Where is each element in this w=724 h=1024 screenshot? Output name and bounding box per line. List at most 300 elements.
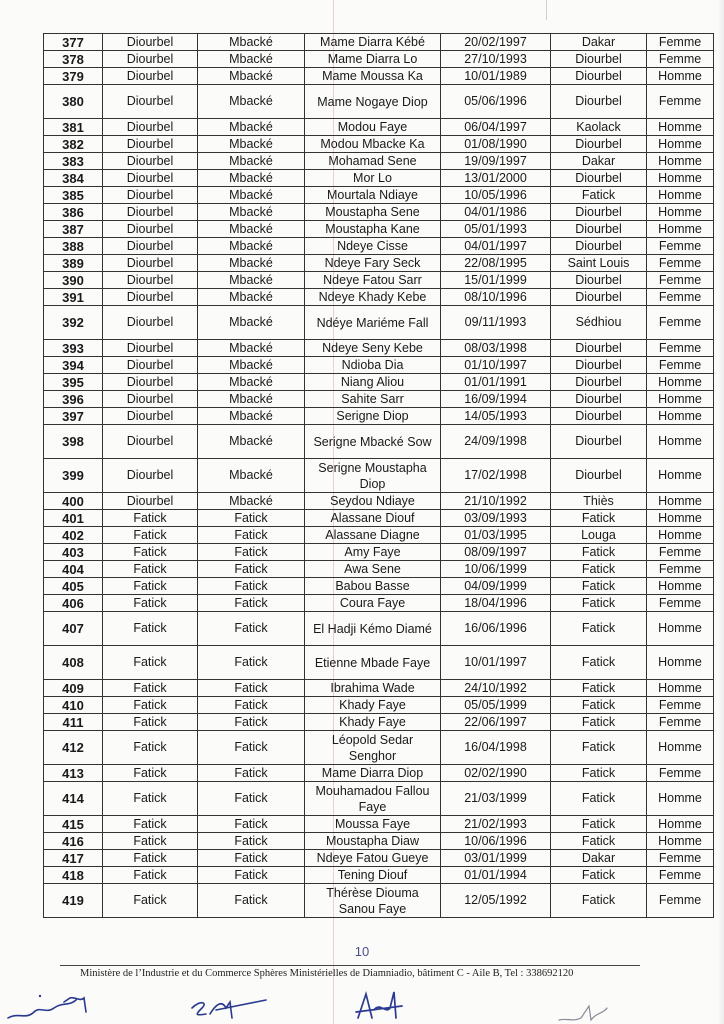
row-number-cell: 416 bbox=[44, 833, 103, 850]
department-cell: Fatick bbox=[198, 714, 305, 731]
name-cell: Mame Nogaye Diop bbox=[305, 85, 441, 119]
signature-3 bbox=[352, 988, 412, 1024]
sex-cell: Homme bbox=[647, 68, 714, 85]
department-cell: Fatick bbox=[198, 782, 305, 816]
sex-cell: Femme bbox=[647, 850, 714, 867]
birth-date-cell: 04/01/1986 bbox=[441, 204, 551, 221]
sex-cell: Homme bbox=[647, 204, 714, 221]
row-number-cell: 386 bbox=[44, 204, 103, 221]
row-number-cell: 402 bbox=[44, 527, 103, 544]
row-number-cell: 396 bbox=[44, 391, 103, 408]
records-table bbox=[43, 33, 714, 918]
table-row bbox=[44, 425, 714, 459]
name-cell: El Hadji Kémo Diamé bbox=[305, 612, 441, 646]
sex-cell: Homme bbox=[647, 782, 714, 816]
page-edge-shadow bbox=[718, 0, 724, 1024]
table-row bbox=[44, 306, 714, 340]
table-row bbox=[44, 833, 714, 850]
region-cell: Fatick bbox=[103, 680, 198, 697]
birth-place-cell: Saint Louis bbox=[551, 255, 647, 272]
row-number-cell: 378 bbox=[44, 51, 103, 68]
row-number-cell: 400 bbox=[44, 493, 103, 510]
table-row bbox=[44, 867, 714, 884]
birth-place-cell: Fatick bbox=[551, 561, 647, 578]
birth-date-cell: 13/01/2000 bbox=[441, 170, 551, 187]
name-cell: Moussa Faye bbox=[305, 816, 441, 833]
row-number-cell: 410 bbox=[44, 697, 103, 714]
name-cell: Serigne Moustapha Diop bbox=[305, 459, 441, 493]
table-row bbox=[44, 374, 714, 391]
sex-cell: Homme bbox=[647, 221, 714, 238]
birth-date-cell: 04/09/1999 bbox=[441, 578, 551, 595]
birth-place-cell: Fatick bbox=[551, 816, 647, 833]
row-number-cell: 389 bbox=[44, 255, 103, 272]
name-cell: Mame Diarra Kébé bbox=[305, 34, 441, 51]
birth-date-cell: 08/03/1998 bbox=[441, 340, 551, 357]
birth-date-cell: 19/09/1997 bbox=[441, 153, 551, 170]
row-number-cell: 398 bbox=[44, 425, 103, 459]
birth-date-cell: 16/06/1996 bbox=[441, 612, 551, 646]
name-cell: Mor Lo bbox=[305, 170, 441, 187]
department-cell: Mbacké bbox=[198, 255, 305, 272]
department-cell: Mbacké bbox=[198, 408, 305, 425]
region-cell: Fatick bbox=[103, 884, 198, 918]
birth-place-cell: Fatick bbox=[551, 833, 647, 850]
birth-date-cell: 01/03/1995 bbox=[441, 527, 551, 544]
name-cell: Modou Mbacke Ka bbox=[305, 136, 441, 153]
name-cell: Coura Faye bbox=[305, 595, 441, 612]
birth-place-cell: Diourbel bbox=[551, 170, 647, 187]
birth-place-cell: Diourbel bbox=[551, 85, 647, 119]
table-row bbox=[44, 816, 714, 833]
name-cell: Ndeye Cisse bbox=[305, 238, 441, 255]
signature-1 bbox=[4, 990, 96, 1024]
sex-cell: Homme bbox=[647, 731, 714, 765]
footer-address: Ministère de l’Industrie et du Commerce Sphères Ministérielles de Diamniadio, bâtiment C - Aile B, Tel : 338692120 bbox=[80, 968, 574, 979]
table-row bbox=[44, 153, 714, 170]
name-cell: Alassane Diouf bbox=[305, 510, 441, 527]
birth-date-cell: 09/11/1993 bbox=[441, 306, 551, 340]
department-cell: Mbacké bbox=[198, 85, 305, 119]
sex-cell: Homme bbox=[647, 170, 714, 187]
row-number-cell: 384 bbox=[44, 170, 103, 187]
region-cell: Diourbel bbox=[103, 238, 198, 255]
birth-date-cell: 01/01/1994 bbox=[441, 867, 551, 884]
row-number-cell: 407 bbox=[44, 612, 103, 646]
birth-place-cell: Louga bbox=[551, 527, 647, 544]
region-cell: Diourbel bbox=[103, 289, 198, 306]
row-number-cell: 414 bbox=[44, 782, 103, 816]
name-cell: Serigne Diop bbox=[305, 408, 441, 425]
row-number-cell: 412 bbox=[44, 731, 103, 765]
table-row bbox=[44, 850, 714, 867]
row-number-cell: 417 bbox=[44, 850, 103, 867]
sex-cell: Femme bbox=[647, 867, 714, 884]
birth-place-cell: Fatick bbox=[551, 612, 647, 646]
birth-place-cell: Fatick bbox=[551, 646, 647, 680]
records-table-body bbox=[44, 34, 714, 918]
birth-place-cell: Diourbel bbox=[551, 221, 647, 238]
region-cell: Diourbel bbox=[103, 374, 198, 391]
department-cell: Mbacké bbox=[198, 187, 305, 204]
birth-place-cell: Thiès bbox=[551, 493, 647, 510]
birth-date-cell: 12/05/1992 bbox=[441, 884, 551, 918]
table-row bbox=[44, 204, 714, 221]
name-cell: Ibrahima Wade bbox=[305, 680, 441, 697]
sex-cell: Femme bbox=[647, 255, 714, 272]
department-cell: Mbacké bbox=[198, 391, 305, 408]
sex-cell: Homme bbox=[647, 391, 714, 408]
department-cell: Mbacké bbox=[198, 34, 305, 51]
name-cell: Sahite Sarr bbox=[305, 391, 441, 408]
birth-date-cell: 16/04/1998 bbox=[441, 731, 551, 765]
department-cell: Mbacké bbox=[198, 357, 305, 374]
region-cell: Fatick bbox=[103, 782, 198, 816]
birth-date-cell: 06/04/1997 bbox=[441, 119, 551, 136]
footer-divider bbox=[60, 965, 640, 966]
birth-place-cell: Diourbel bbox=[551, 357, 647, 374]
department-cell: Fatick bbox=[198, 697, 305, 714]
table-row bbox=[44, 884, 714, 918]
birth-place-cell: Fatick bbox=[551, 782, 647, 816]
table-row bbox=[44, 697, 714, 714]
name-cell: Léopold Sedar Senghor bbox=[305, 731, 441, 765]
table-row bbox=[44, 765, 714, 782]
table-row bbox=[44, 85, 714, 119]
birth-place-cell: Fatick bbox=[551, 680, 647, 697]
region-cell: Diourbel bbox=[103, 51, 198, 68]
birth-date-cell: 18/04/1996 bbox=[441, 595, 551, 612]
region-cell: Fatick bbox=[103, 612, 198, 646]
table-row bbox=[44, 187, 714, 204]
region-cell: Diourbel bbox=[103, 255, 198, 272]
row-number-cell: 406 bbox=[44, 595, 103, 612]
sex-cell: Homme bbox=[647, 408, 714, 425]
row-number-cell: 397 bbox=[44, 408, 103, 425]
department-cell: Fatick bbox=[198, 680, 305, 697]
region-cell: Fatick bbox=[103, 578, 198, 595]
region-cell: Diourbel bbox=[103, 391, 198, 408]
row-number-cell: 390 bbox=[44, 272, 103, 289]
table-row bbox=[44, 731, 714, 765]
department-cell: Mbacké bbox=[198, 51, 305, 68]
row-number-cell: 391 bbox=[44, 289, 103, 306]
table-row bbox=[44, 544, 714, 561]
table-row bbox=[44, 119, 714, 136]
birth-date-cell: 08/10/1996 bbox=[441, 289, 551, 306]
department-cell: Mbacké bbox=[198, 425, 305, 459]
birth-place-cell: Dakar bbox=[551, 34, 647, 51]
birth-place-cell: Dakar bbox=[551, 850, 647, 867]
birth-place-cell: Dakar bbox=[551, 153, 647, 170]
birth-place-cell: Kaolack bbox=[551, 119, 647, 136]
birth-date-cell: 05/06/1996 bbox=[441, 85, 551, 119]
name-cell: Ndeye Seny Kebe bbox=[305, 340, 441, 357]
department-cell: Mbacké bbox=[198, 136, 305, 153]
name-cell: Mame Moussa Ka bbox=[305, 68, 441, 85]
sex-cell: Femme bbox=[647, 697, 714, 714]
sex-cell: Homme bbox=[647, 578, 714, 595]
birth-date-cell: 16/09/1994 bbox=[441, 391, 551, 408]
table-row bbox=[44, 34, 714, 51]
department-cell: Mbacké bbox=[198, 289, 305, 306]
department-cell: Fatick bbox=[198, 510, 305, 527]
name-cell: Serigne Mbacké Sow bbox=[305, 425, 441, 459]
birth-place-cell: Diourbel bbox=[551, 391, 647, 408]
table-row bbox=[44, 289, 714, 306]
region-cell: Diourbel bbox=[103, 272, 198, 289]
sex-cell: Femme bbox=[647, 34, 714, 51]
table-row bbox=[44, 493, 714, 510]
table-row bbox=[44, 459, 714, 493]
sex-cell: Homme bbox=[647, 459, 714, 493]
department-cell: Mbacké bbox=[198, 119, 305, 136]
birth-place-cell: Diourbel bbox=[551, 136, 647, 153]
name-cell: Seydou Ndiaye bbox=[305, 493, 441, 510]
row-number-cell: 403 bbox=[44, 544, 103, 561]
sex-cell: Homme bbox=[647, 510, 714, 527]
row-number-cell: 405 bbox=[44, 578, 103, 595]
sex-cell: Femme bbox=[647, 51, 714, 68]
birth-place-cell: Fatick bbox=[551, 884, 647, 918]
table-row bbox=[44, 595, 714, 612]
table-row bbox=[44, 272, 714, 289]
birth-date-cell: 10/05/1996 bbox=[441, 187, 551, 204]
region-cell: Fatick bbox=[103, 816, 198, 833]
sex-cell: Femme bbox=[647, 272, 714, 289]
region-cell: Diourbel bbox=[103, 119, 198, 136]
region-cell: Fatick bbox=[103, 731, 198, 765]
row-number-cell: 395 bbox=[44, 374, 103, 391]
department-cell: Mbacké bbox=[198, 340, 305, 357]
region-cell: Fatick bbox=[103, 697, 198, 714]
signature-4 bbox=[555, 1000, 615, 1024]
birth-place-cell: Diourbel bbox=[551, 204, 647, 221]
sex-cell: Homme bbox=[647, 425, 714, 459]
birth-date-cell: 02/02/1990 bbox=[441, 765, 551, 782]
sex-cell: Femme bbox=[647, 85, 714, 119]
birth-date-cell: 05/01/1993 bbox=[441, 221, 551, 238]
signature-2 bbox=[186, 994, 272, 1022]
name-cell: Ndeye Khady Kebe bbox=[305, 289, 441, 306]
birth-date-cell: 10/01/1997 bbox=[441, 646, 551, 680]
department-cell: Fatick bbox=[198, 595, 305, 612]
birth-place-cell: Fatick bbox=[551, 544, 647, 561]
birth-place-cell: Fatick bbox=[551, 595, 647, 612]
birth-place-cell: Diourbel bbox=[551, 51, 647, 68]
row-number-cell: 399 bbox=[44, 459, 103, 493]
birth-date-cell: 21/03/1999 bbox=[441, 782, 551, 816]
department-cell: Mbacké bbox=[198, 459, 305, 493]
region-cell: Diourbel bbox=[103, 493, 198, 510]
birth-date-cell: 22/06/1997 bbox=[441, 714, 551, 731]
region-cell: Diourbel bbox=[103, 187, 198, 204]
sex-cell: Homme bbox=[647, 119, 714, 136]
name-cell: Mouhamadou Fallou Faye bbox=[305, 782, 441, 816]
birth-place-cell: Sédhiou bbox=[551, 306, 647, 340]
name-cell: Ndioba Dia bbox=[305, 357, 441, 374]
sex-cell: Femme bbox=[647, 544, 714, 561]
birth-date-cell: 10/06/1999 bbox=[441, 561, 551, 578]
department-cell: Mbacké bbox=[198, 238, 305, 255]
name-cell: Ndeye Fary Seck bbox=[305, 255, 441, 272]
region-cell: Fatick bbox=[103, 867, 198, 884]
row-number-cell: 383 bbox=[44, 153, 103, 170]
birth-date-cell: 01/10/1997 bbox=[441, 357, 551, 374]
department-cell: Mbacké bbox=[198, 204, 305, 221]
department-cell: Mbacké bbox=[198, 153, 305, 170]
table-row bbox=[44, 255, 714, 272]
name-cell: Moustapha Sene bbox=[305, 204, 441, 221]
birth-date-cell: 14/05/1993 bbox=[441, 408, 551, 425]
table-row bbox=[44, 510, 714, 527]
birth-date-cell: 20/02/1997 bbox=[441, 34, 551, 51]
row-number-cell: 401 bbox=[44, 510, 103, 527]
birth-place-cell: Diourbel bbox=[551, 340, 647, 357]
region-cell: Diourbel bbox=[103, 459, 198, 493]
department-cell: Fatick bbox=[198, 561, 305, 578]
sex-cell: Homme bbox=[647, 374, 714, 391]
region-cell: Diourbel bbox=[103, 408, 198, 425]
birth-place-cell: Fatick bbox=[551, 714, 647, 731]
name-cell: Ndéye Mariéme Fall bbox=[305, 306, 441, 340]
name-cell: Mame Diarra Diop bbox=[305, 765, 441, 782]
sex-cell: Femme bbox=[647, 357, 714, 374]
name-cell: Thérèse Diouma Sanou Faye bbox=[305, 884, 441, 918]
department-cell: Fatick bbox=[198, 765, 305, 782]
region-cell: Fatick bbox=[103, 544, 198, 561]
birth-place-cell: Fatick bbox=[551, 578, 647, 595]
table-row bbox=[44, 51, 714, 68]
name-cell: Moustapha Diaw bbox=[305, 833, 441, 850]
birth-place-cell: Diourbel bbox=[551, 459, 647, 493]
table-row bbox=[44, 68, 714, 85]
row-number-cell: 393 bbox=[44, 340, 103, 357]
table-row bbox=[44, 391, 714, 408]
sex-cell: Homme bbox=[647, 136, 714, 153]
row-number-cell: 392 bbox=[44, 306, 103, 340]
row-number-cell: 388 bbox=[44, 238, 103, 255]
department-cell: Fatick bbox=[198, 578, 305, 595]
department-cell: Mbacké bbox=[198, 221, 305, 238]
region-cell: Diourbel bbox=[103, 170, 198, 187]
birth-place-cell: Fatick bbox=[551, 510, 647, 527]
row-number-cell: 411 bbox=[44, 714, 103, 731]
name-cell: Modou Faye bbox=[305, 119, 441, 136]
paper-mark bbox=[546, 0, 547, 20]
sex-cell: Homme bbox=[647, 816, 714, 833]
department-cell: Fatick bbox=[198, 527, 305, 544]
birth-place-cell: Diourbel bbox=[551, 238, 647, 255]
birth-date-cell: 01/01/1991 bbox=[441, 374, 551, 391]
row-number-cell: 413 bbox=[44, 765, 103, 782]
region-cell: Fatick bbox=[103, 714, 198, 731]
sex-cell: Femme bbox=[647, 238, 714, 255]
birth-place-cell: Diourbel bbox=[551, 425, 647, 459]
sex-cell: Femme bbox=[647, 595, 714, 612]
department-cell: Mbacké bbox=[198, 170, 305, 187]
name-cell: Khady Faye bbox=[305, 714, 441, 731]
sex-cell: Femme bbox=[647, 884, 714, 918]
row-number-cell: 382 bbox=[44, 136, 103, 153]
department-cell: Mbacké bbox=[198, 374, 305, 391]
region-cell: Diourbel bbox=[103, 340, 198, 357]
region-cell: Fatick bbox=[103, 510, 198, 527]
table-row bbox=[44, 221, 714, 238]
table-row bbox=[44, 527, 714, 544]
row-number-cell: 404 bbox=[44, 561, 103, 578]
sex-cell: Homme bbox=[647, 680, 714, 697]
region-cell: Diourbel bbox=[103, 34, 198, 51]
birth-date-cell: 24/09/1998 bbox=[441, 425, 551, 459]
region-cell: Diourbel bbox=[103, 85, 198, 119]
name-cell: Etienne Mbade Faye bbox=[305, 646, 441, 680]
row-number-cell: 385 bbox=[44, 187, 103, 204]
sex-cell: Homme bbox=[647, 612, 714, 646]
name-cell: Niang Aliou bbox=[305, 374, 441, 391]
birth-date-cell: 21/02/1993 bbox=[441, 816, 551, 833]
region-cell: Fatick bbox=[103, 595, 198, 612]
region-cell: Diourbel bbox=[103, 306, 198, 340]
sex-cell: Femme bbox=[647, 765, 714, 782]
department-cell: Fatick bbox=[198, 731, 305, 765]
row-number-cell: 377 bbox=[44, 34, 103, 51]
department-cell: Mbacké bbox=[198, 306, 305, 340]
table-row bbox=[44, 340, 714, 357]
department-cell: Fatick bbox=[198, 646, 305, 680]
name-cell: Khady Faye bbox=[305, 697, 441, 714]
table-row bbox=[44, 646, 714, 680]
row-number-cell: 387 bbox=[44, 221, 103, 238]
table-row bbox=[44, 357, 714, 374]
sex-cell: Homme bbox=[647, 493, 714, 510]
birth-place-cell: Fatick bbox=[551, 697, 647, 714]
birth-date-cell: 10/01/1989 bbox=[441, 68, 551, 85]
region-cell: Fatick bbox=[103, 527, 198, 544]
sex-cell: Homme bbox=[647, 153, 714, 170]
sex-cell: Femme bbox=[647, 340, 714, 357]
region-cell: Diourbel bbox=[103, 136, 198, 153]
birth-place-cell: Diourbel bbox=[551, 289, 647, 306]
department-cell: Mbacké bbox=[198, 68, 305, 85]
birth-date-cell: 22/08/1995 bbox=[441, 255, 551, 272]
sex-cell: Homme bbox=[647, 833, 714, 850]
region-cell: Diourbel bbox=[103, 425, 198, 459]
table-row bbox=[44, 578, 714, 595]
table-row bbox=[44, 408, 714, 425]
region-cell: Diourbel bbox=[103, 221, 198, 238]
birth-date-cell: 27/10/1993 bbox=[441, 51, 551, 68]
birth-place-cell: Diourbel bbox=[551, 374, 647, 391]
table-row bbox=[44, 136, 714, 153]
birth-date-cell: 24/10/1992 bbox=[441, 680, 551, 697]
birth-place-cell: Fatick bbox=[551, 731, 647, 765]
region-cell: Fatick bbox=[103, 833, 198, 850]
birth-place-cell: Diourbel bbox=[551, 408, 647, 425]
table-row bbox=[44, 170, 714, 187]
row-number-cell: 394 bbox=[44, 357, 103, 374]
sex-cell: Femme bbox=[647, 289, 714, 306]
department-cell: Fatick bbox=[198, 612, 305, 646]
region-cell: Fatick bbox=[103, 850, 198, 867]
birth-date-cell: 03/09/1993 bbox=[441, 510, 551, 527]
region-cell: Diourbel bbox=[103, 357, 198, 374]
birth-place-cell: Diourbel bbox=[551, 272, 647, 289]
sex-cell: Femme bbox=[647, 714, 714, 731]
table-row bbox=[44, 782, 714, 816]
birth-date-cell: 15/01/1999 bbox=[441, 272, 551, 289]
sex-cell: Homme bbox=[647, 527, 714, 544]
